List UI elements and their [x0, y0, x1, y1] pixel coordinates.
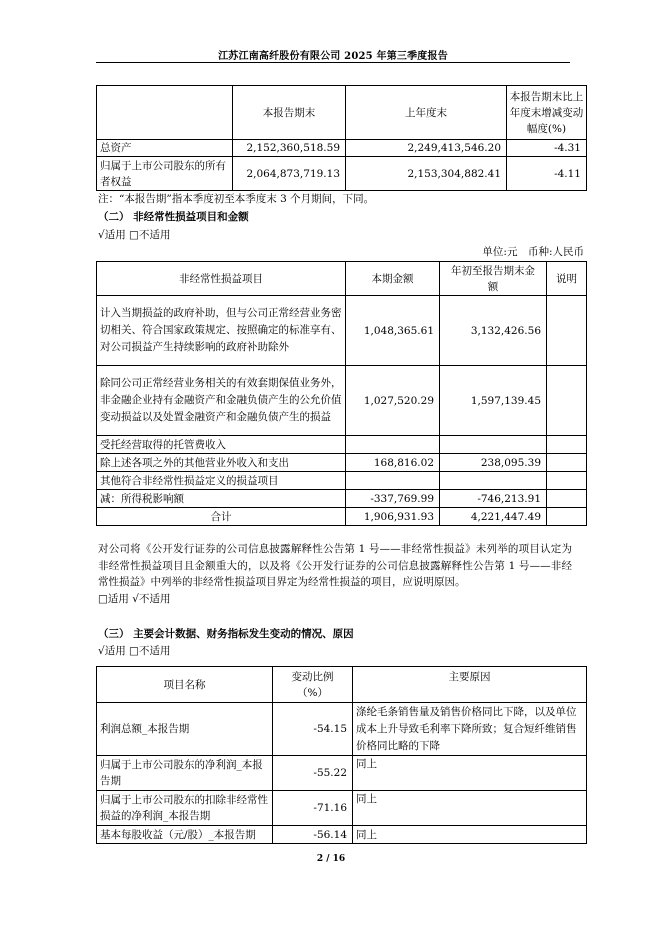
- table3-row-reason: 同上: [353, 791, 587, 826]
- table3-header-item: 项目名称: [97, 667, 273, 703]
- table1-header-blank: [97, 86, 233, 140]
- balance-table: [96, 85, 587, 191]
- table2-row-item: 除上述各项之外的其他营业外收入和支出: [97, 454, 346, 472]
- page-number: 2 / 16: [316, 854, 346, 864]
- table3-row-item: 基本每股收益（元/股）_本报告期: [97, 826, 273, 844]
- table2-total-note: [547, 508, 587, 526]
- table2-header-current: 本期金额: [346, 262, 440, 296]
- table1-row-current: 2,064,873,719.13: [233, 157, 346, 191]
- table3-row-ratio: -56.14: [273, 826, 353, 844]
- table2-row-item: 其他符合非经常性损益定义的损益项目: [97, 472, 346, 490]
- table1-row-label: 归属于上市公司股东的所有者权益: [97, 157, 233, 191]
- section2-applicable2: □适用 √不适用: [98, 593, 171, 605]
- table2-header-ytd: 年初至报告期末金额: [440, 262, 547, 296]
- table3-row-ratio: -71.16: [273, 791, 353, 826]
- section3-applicable: √适用 □不适用: [98, 645, 171, 657]
- table1-row-current: 2,152,360,518.59: [233, 140, 346, 157]
- table2-row-note: [547, 366, 587, 436]
- section2-applicable: √适用 □不适用: [98, 229, 171, 241]
- table2-row-current: -337,769.99: [346, 490, 440, 508]
- table2-row-note: [547, 436, 587, 454]
- table2-row-current: [346, 472, 440, 490]
- table1-row-prior: 2,249,413,546.20: [346, 140, 507, 157]
- table2-total-current: 1,906,931.93: [346, 508, 440, 526]
- table3-row-reason: 涤纶毛条销售量及销售价格同比下降，以及单位成本上升导致毛利率下降所致；复合短纤维销售价格同比略的下降: [353, 703, 587, 756]
- table1-header-prior: 上年度末: [346, 86, 507, 140]
- period-note: 注：“本报告期”指本季度初至本季度末 3 个月期间，下同。: [98, 193, 375, 205]
- table2-row-note: [547, 296, 587, 366]
- table2-header-note: 说明: [547, 262, 587, 296]
- table3-row-ratio: -54.15: [273, 703, 353, 756]
- table2-row-note: [547, 490, 587, 508]
- table2-row-note: [547, 472, 587, 490]
- table1-header-current: 本报告期末: [233, 86, 346, 140]
- table2-row-ytd: [440, 436, 547, 454]
- nonrecurring-paragraph: 对公司将《公开发行证券的公司信息披露解释性公告第 1 号——非经常性损益》未列举的项目认定为非经常性损益项目且金额重大的，以及将《公开发行证券的公司信息披露解释性公告第 1 号——非经常性损益》中列举的非经常性损益项目界定为经常性损益的项目，应说明原因。: [98, 543, 572, 588]
- header-divider: [96, 62, 570, 63]
- table1-row-change: -4.31: [507, 140, 587, 157]
- table2-header-item: 非经常性损益项目: [97, 262, 346, 296]
- report-header: 江苏江南高纤股份有限公司 2025 年第三季度报告: [218, 51, 448, 62]
- unit-label: 单位:元 币种:人民币: [482, 246, 584, 258]
- table2-row-item: 减：所得税影响额: [97, 490, 346, 508]
- table2-row-ytd: 1,597,139.45: [440, 366, 547, 436]
- table3-header-ratio: 变动比例（%）: [273, 667, 353, 703]
- table2-row-current: [346, 436, 440, 454]
- table3-row-ratio: -55.22: [273, 756, 353, 791]
- table2-row-item: 受托经营取得的托管费收入: [97, 436, 346, 454]
- table2-row-ytd: [440, 472, 547, 490]
- table3-row-item: 利润总额_本报告期: [97, 703, 273, 756]
- changes-table: [96, 666, 587, 844]
- table2-row-item: 除同公司正常经营业务相关的有效套期保值业务外，非金融企业持有金融资产和金融负债产生的公允价值变动损益以及处置金融资产和金融负债产生的损益: [97, 366, 346, 436]
- table3-row-reason: 同上: [353, 826, 587, 844]
- table2-row-ytd: -746,213.91: [440, 490, 547, 508]
- table2-row-ytd: 3,132,426.56: [440, 296, 547, 366]
- table2-row-ytd: 238,095.39: [440, 454, 547, 472]
- table2-row-current: 1,027,520.29: [346, 366, 440, 436]
- table2-row-note: [547, 454, 587, 472]
- section2-title: （二） 非经常性损益项目和金额: [98, 211, 249, 223]
- table2-row-item: 计入当期损益的政府补助，但与公司正常经营业务密切相关、符合国家政策规定、按照确定的标准享有、对公司损益产生持续影响的政府补助除外: [97, 296, 346, 366]
- table3-row-item: 归属于上市公司股东的净利润_本报告期: [97, 756, 273, 791]
- table2-total-ytd: 4,221,447.49: [440, 508, 547, 526]
- table1-row-prior: 2,153,304,882.41: [346, 157, 507, 191]
- nonrecurring-table: [96, 261, 587, 526]
- table3-row-reason: 同上: [353, 756, 587, 791]
- section3-title: （三） 主要会计数据、财务指标发生变动的情况、原因: [98, 628, 354, 640]
- table1-header-change: 本报告期末比上年度末增减变动幅度(%): [507, 86, 587, 140]
- table2-total-label: 合计: [97, 508, 346, 526]
- table2-row-current: 1,048,365.61: [346, 296, 440, 366]
- table2-row-current: 168,816.02: [346, 454, 440, 472]
- table1-row-label: 总资产: [97, 140, 233, 157]
- table3-row-item: 归属于上市公司股东的扣除非经常性损益的净利润_本报告期: [97, 791, 273, 826]
- table1-row-change: -4.11: [507, 157, 587, 191]
- table3-header-reason: 主要原因: [353, 667, 587, 703]
